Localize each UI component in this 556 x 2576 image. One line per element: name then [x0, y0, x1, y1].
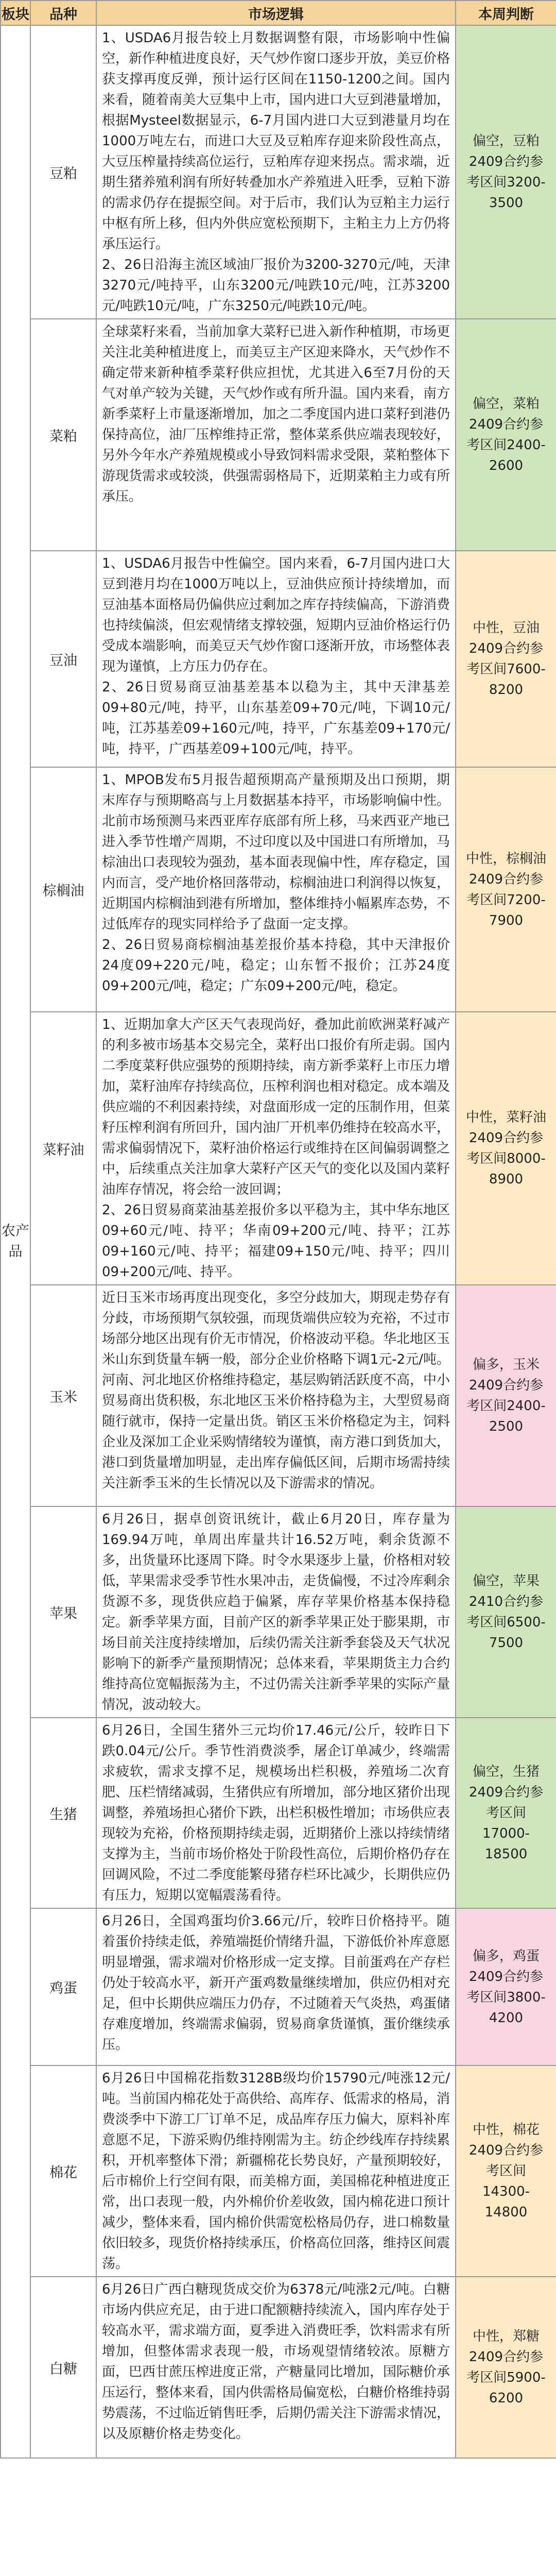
logic-paragraph: 2、26日贸易商棕榈油基差报价基本持稳，其中天津报价24度09+220元/吨，稳定；山东暂不报价；江苏24度09+200元/吨，稳定；广东09+200元/吨，稳定。: [102, 937, 450, 994]
logic-paragraph: 6月26日中国棉花指数3128B级均价15790元/吨涨12元/吨。当前国内棉花处于高供给、高库存、低需求的格局，消费淡季中下游工厂订单不足，成品库存压力偏大，原料补库意愿不足，下游采购仍维持刚需为主。纺企纱线库存持续累积，开机率整体下滑；新疆棉花长势良好，产量预期较好，后市棉价上行空间有限，而美棉方面，美国棉花种植进度正常，出口表现一般，内外棉价价差收敛，国内棉花进口预计减少，整体来看，国内棉价供需宽松格局仍存，进口棉数量依旧较多，现货价格持续承压，价格高位回落，维持区间震荡。: [102, 2071, 450, 2272]
weekly-judgement: 中性，菜籽油2409合约参考区间8000-8900: [456, 1012, 556, 1285]
product-name: 菜籽油: [30, 1012, 96, 1285]
product-name: 鸡蛋: [30, 1908, 96, 2065]
market-logic: [96, 1908, 456, 2065]
table-body: [1, 25, 556, 2458]
market-logic: [96, 1506, 456, 1718]
weekly-judgement: 中性，郑糖2409合约参考区间5900-6200: [456, 2277, 556, 2458]
weekly-judgement: 偏多，鸡蛋2409合约参考区间3800-4200: [456, 1908, 556, 2065]
logic-paragraph: 1、USDA6月报告中性偏空。国内来看，6-7月国内进口大豆到港月均在1000万吨以上，豆油供应预计持续增加，而豆油基本面格局仍偏供应过剩加之库存持续偏高，下游消费也持续偏淡，但宏观情绪支撑较强，短期内豆油价格运行仍受成本端影响，而美豆天气炒作窗口逐渐开放，市场整体表现为谨慎，上方压力仍存在。: [102, 556, 450, 674]
market-logic: [96, 1012, 456, 1285]
header-logic: 市场逻辑: [96, 1, 456, 25]
product-name: 生猪: [30, 1718, 96, 1908]
weekly-judgement: 中性，棉花2409合约参考区间14300-14800: [456, 2065, 556, 2277]
market-logic: [96, 319, 456, 551]
logic-paragraph: 近日玉米市场再度出现变化，多空分歧加大，期现走势存有分歧，市场预期气氛较强，而现货端供应较为充裕，不过市场部分地区出现有价无市情况，价格波动平稳。华北地区玉米山东到货量车辆一般，部分企业价格略下调1元-2元/吨。河南、河北地区价格维持稳定，基层购销活跃度不高，中小贸易商出货积极，东北地区玉米价格持稳为主，大型贸易商随行就市，保持一定量出货。销区玉米价格稳定为主，饲料企业及深加工企业采购情绪较为谨慎，南方港口到货加大，港口到货量增加明显，走出库存偏低区间，后期市场需持续关注新季玉米的生长情况以及下游需求的情况。: [102, 1290, 450, 1491]
header-judge: 本周判断: [456, 1, 556, 25]
table-header-row: [1, 1, 556, 25]
market-logic: [96, 25, 456, 319]
logic-paragraph: 1、近期加拿大产区天气表现尚好，叠加此前欧洲菜籽减产的利多被市场基本交易完全，菜籽出口报价有所走弱。国内二季度菜籽供应强势的预期持续，南方新季菜籽上市压力增加，菜籽油库存持续高位，压榨利润也相对稳定。成本端及供应端的不利因素持续，对盘面形成一定的压制作用，但菜籽压榨利润有所回升，国内油厂开机率仍维持在较高水平，需求偏弱情况下，菜籽油价格运行或维持在区间偏弱调整之中，后续重点关注加拿大菜籽产区天气的变化以及国内菜籽油库存情况，将会给一波回调；: [102, 1017, 450, 1197]
logic-paragraph: 6月26日，据卓创资讯统计，截止6月20日，库存量为169.94万吨，单周出库量共计16.52万吨，剩余货源不多，出货量环比逐周下降。时令水果逐步上量，价格相对较低，苹果需求受季节性水果冲击，走货偏慢，不过冷库剩余货源不多，现货供应趋于偏紧，库存苹果价格基本保持稳定。新季苹果方面，目前产区的新季苹果正处于膨果期，市场目前关注度持续增加，后续仍需关注新季套袋及天气状况影响下的新季产量预期情况；总体来看，苹果期货主力合约维持高位宽幅振荡为主，不过仍需关注新季苹果的实际产量情况，波动较大。: [102, 1512, 450, 1713]
header-product: 品种: [30, 1, 96, 25]
product-name: 豆粕: [30, 25, 96, 319]
product-name: 玉米: [30, 1285, 96, 1506]
weekly-judgement: 中性，棕榈油2409合约参考区间7200-7900: [456, 767, 556, 1012]
logic-paragraph: 2、26日贸易商菜油基差报价多以平稳为主，其中华东地区09+60元/吨、持平；华南09+200元/吨、持平；江苏09+160元/吨、持平；福建09+150元/吨、持平；四川09+200元/吨、持平。: [102, 1202, 450, 1280]
table-row: [1, 2065, 556, 2277]
table-row: [1, 25, 556, 319]
market-logic: [96, 551, 456, 767]
weekly-judgement: 偏多，玉米2409合约参考区间2400-2500: [456, 1285, 556, 1506]
table-row: [1, 319, 556, 551]
product-name: 白糖: [30, 2277, 96, 2458]
logic-paragraph: 6月26日广西白糖现货成交价为6378元/吨涨2元/吨。白糖市场内供应充足，由于进口配额糖持续流入，国内库存处于较高水平，需求端方面，夏季进入消费旺季，饮料需求有所增加，但整体需求表现一般，市场观望情绪较浓。原糖方面，巴西甘蔗压榨进度正常，产糖量同比增加，国际糖价承压运行，整体来看，国内供需格局偏宽松，白糖价格维持弱势震荡，不过临近销售旺季，后期仍需关注下游需求情况，以及原糖价格走势变化。: [102, 2282, 450, 2442]
market-logic: [96, 1285, 456, 1506]
weekly-judgement: 中性，豆油2409合约参考区间7600-8200: [456, 551, 556, 767]
product-name: 棕榈油: [30, 767, 96, 1012]
market-logic: [96, 1718, 456, 1908]
table-row: [1, 1285, 556, 1506]
logic-paragraph: 1、USDA6月报告较上月数据调整有限，市场影响中性偏空，新作种植进度良好，天气炒作窗口逐步开放，美豆价格获支撑再度反弹，预计运行区间在1150-1200之间。国内来看，随着南美大豆集中上市，国内进口大豆到港量增加，根据Mysteel数据显示，6-7月国内进口大豆到港量月均在1000万吨左右，而进口大豆及豆粕库存迎来阶段性高点，大豆压榨量持续高位运行，豆粕库存迎来拐点。需求端，近期生猪养殖利润有所好转叠加水产养殖进入旺季，豆粕下游的需求仍存在提振空间。对于后市，我们认为豆粕主力运行中枢有所上移，但内外供应宽松预期下，主粕主力上方仍将承压运行。: [102, 30, 450, 252]
logic-paragraph: 2、26日贸易商豆油基差基本以稳为主，其中天津基差09+80元/吨，持平，山东基差09+70元/吨，下调10元/吨，江苏基差09+160元/吨，持平，广东基差09+170元/吨，持平，广西基差09+100元/吨，持平。: [102, 680, 450, 757]
sector-label: 农产品: [2, 1223, 29, 1260]
logic-paragraph: 6月26日，全国鸡蛋均价3.66元/斤，较昨日价格持平。随着蛋价持续走低，养殖端挺价情绪升温，下游低价补库意愿明显增强，需求端对价格形成一定支撑。目前蛋鸡在产存栏仍处于较高水平，新开产蛋鸡数量继续增加，供应仍相对充足，但中长期供应端压力仍存，不过随着天气炎热，鸡蛋储存难度增加，终端需求偏弱，贸易商拿货谨慎，蛋价继续承压。: [102, 1913, 450, 2053]
table-row: [1, 1012, 556, 1285]
logic-paragraph: 1、MPOB发布5月报告超预期高产量预期及出口预期，期末库存与预期略高与上月数据基本持平，市场影响偏中性。北前市场预测马来西亚库存底部有所上移，马来西亚产地已进入季节性增产周期，不过印度以及中国进口有所增加，马棕油出口表现较为强劲，基本面表现偏中性，库存稳定，国内而言，受产地价格回落带动，棕榈油进口利润得以恢复，近期国内棕榈油到港有所增加，整体维持小幅累库态势，不过低库存的现实同样给予了盘面一定支撑。: [102, 772, 450, 932]
product-name: 豆油: [30, 551, 96, 767]
logic-paragraph: 6月26日，全国生猪外三元均价17.46元/公斤，较昨日下跌0.04元/公斤。季节性消费淡季，屠企订单减少，终端需求疲软，需求支撑不足，规模场出栏积极，养殖场二次育肥、压栏情绪减弱，生猪供应有所增加，部分地区猪价出现调整，养殖场担心猪价下跌，出栏积极性增加；市场供应表现较为充裕，价格预期持续走弱，近期猪价上涨以持续情绪支撑为主，当前市场价格处于阶段性高位，后期价格仍存在回调风险，不过二季度能繁母猪存栏环比减少，长期供应仍有压力，短期以宽幅震荡看待。: [102, 1723, 450, 1903]
table-row: [1, 2277, 556, 2458]
market-logic: [96, 2277, 456, 2458]
product-name: 菜粕: [30, 319, 96, 551]
weekly-judgement: 偏空，菜粕2409合约参考区间2400-2600: [456, 319, 556, 551]
product-name: 苹果: [30, 1506, 96, 1718]
product-name: 棉花: [30, 2065, 96, 2277]
weekly-judgement: 偏空，豆粕2409合约参考区间3200-3500: [456, 25, 556, 319]
table-row: [1, 1506, 556, 1718]
table-row: [1, 1908, 556, 2065]
table-row: [1, 767, 556, 1012]
logic-paragraph: 全球菜籽来看，当前加拿大菜籽已进入新作种植期，市场更关注北美种植进度上，而美豆主产区迎来降水，天气炒作不确定带来新种植季菜籽供应担忧，尤其进入6至7月份的天气对单产较为关键，天气炒作或有所升温。国内来看，南方新季菜籽上市量逐渐增加，加之二季度国内进口菜籽到港仍保持高位，油厂压榨维持正常，整体菜系供应端表现较好，另外今年水产养殖规模或小导致饲料需求受限，菜粕整体下游现货需求或较淡，供强需弱格局下，近期菜粕主力或有所承压。: [102, 324, 450, 504]
table-row: [1, 551, 556, 767]
table-row: [1, 1718, 556, 1908]
sector-cell: [1, 25, 30, 2458]
weekly-judgement: 偏空，生猪2409合约参考区间17000-18500: [456, 1718, 556, 1908]
market-logic: [96, 767, 456, 1012]
header-sector: 板块: [1, 1, 30, 25]
weekly-judgement: 偏空，苹果2410合约参考区间6500-7500: [456, 1506, 556, 1718]
market-logic: [96, 2065, 456, 2277]
logic-paragraph: 2、26日沿海主流区域油厂报价为3200-3270元/吨，天津3270元/吨持平，山东3200元/吨跌10元/吨，江苏3200元/吨跌10元/吨，广东3250元/吨跌10元/吨。: [102, 257, 450, 314]
